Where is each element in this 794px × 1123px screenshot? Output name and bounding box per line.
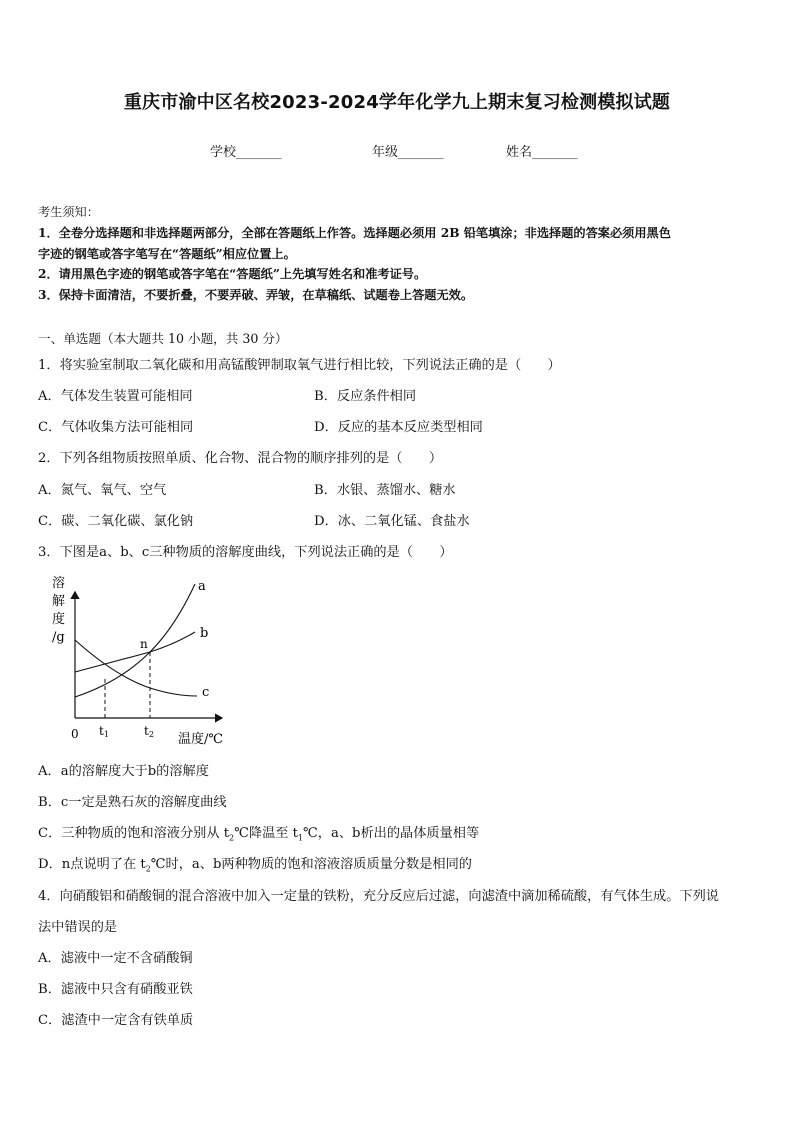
t1-label: t1 <box>99 724 109 739</box>
q4-option-c: C．滤渣中一定含有铁单质 <box>38 1013 194 1028</box>
notice-item-3: 3．保持卡面清洁，不要折叠，不要弄破、弄皱，在草稿纸、试题卷上答题无效。 <box>38 288 474 302</box>
curve-a-label: a <box>198 579 206 594</box>
q3-option-b: B．c一定是熟石灰的溶解度曲线 <box>38 795 227 810</box>
notice-heading: 考生须知： <box>38 205 99 219</box>
name-field: 姓名_______ <box>506 145 578 160</box>
q1-option-b: B．反应条件相同 <box>314 389 417 404</box>
notice-item-1-cont: 字迹的钢笔或答字笔写在“答题纸”相应位置上。 <box>38 247 296 261</box>
curve-c-label: c <box>202 685 210 700</box>
q2-option-d: D．冰、二氧化锰、食盐水 <box>314 514 470 529</box>
curve-a <box>75 584 195 697</box>
q2-option-b: B．水银、蒸馏水、糖水 <box>314 483 456 498</box>
notice-item-1: 1．全卷分选择题和非选择题两部分，全部在答题纸上作答。选择题必须用 2B 铅笔填涂；非选择题的答案必须用黑色 <box>38 226 671 240</box>
origin-label: 0 <box>71 727 79 741</box>
q1-option-c: C．气体收集方法可能相同 <box>38 420 194 435</box>
point-n-label: n <box>140 637 148 651</box>
curve-c <box>75 640 197 696</box>
q1-option-a: A．气体发生装置可能相同 <box>38 389 193 404</box>
q2-option-a: A．氮气、氧气、空气 <box>38 483 167 498</box>
ylabel-char-1: 溶 <box>52 576 66 591</box>
page-title: 重庆市渝中区名校2023-2024学年化学九上期末复习检测模拟试题 <box>123 92 671 113</box>
q3-option-a: A．a的溶解度大于b的溶解度 <box>38 764 209 779</box>
q2-stem: 2．下列各组物质按照单质、化合物、混合物的顺序排列的是（ ） <box>38 451 443 466</box>
q1-option-d: D．反应的基本反应类型相同 <box>314 420 483 435</box>
xlabel: 温度/℃ <box>178 732 223 747</box>
q1-stem: 1．将实验室制取二氧化碳和用高锰酸钾制取氧气进行相比较，下列说法正确的是（ ） <box>38 358 561 373</box>
solubility-graph <box>40 572 240 750</box>
section-heading: 一、单选题（本大题共 10 小题，共 30 分） <box>38 331 288 346</box>
school-field: 学校_______ <box>210 145 282 160</box>
curve-b-label: b <box>200 626 209 641</box>
notice-item-2: 2．请用黑色字迹的钢笔或答字笔在“答题纸”上先填写姓名和准考证号。 <box>38 267 427 281</box>
ylabel-char-2: 解 <box>52 594 66 609</box>
q4-option-a: A．滤液中一定不含硝酸铜 <box>38 951 193 966</box>
q3-stem: 3．下图是a、b、c三种物质的溶解度曲线，下列说法正确的是（ ） <box>38 545 453 560</box>
q4-stem-line-1: 4．向硝酸铝和硝酸铜的混合溶液中加入一定量的铁粉，充分反应后过滤，向滤渣中滴加稀硫酸，有气体生成。下列说 <box>38 889 719 904</box>
ylabel-char-3: 度 <box>52 612 66 627</box>
q4-stem-line-2: 法中错误的是 <box>38 920 118 935</box>
q3-option-d: D．n点说明了在 $t_2℃$时，a、b两种物质的饱和溶液溶质质量分数是相同的 <box>38 857 472 874</box>
grade-field: 年级_______ <box>372 145 444 160</box>
t2-label: t2 <box>144 724 154 739</box>
q2-option-c: C．碳、二氧化碳、氯化钠 <box>38 514 194 529</box>
q3-option-c: C．三种物质的饱和溶液分别从 $t_2℃$降温至 $t_1℃$，a、b析出的晶体质量相等 <box>38 826 480 843</box>
ylabel-unit: /g <box>52 630 65 645</box>
q4-option-b: B．滤液中只含有硝酸亚铁 <box>38 982 193 997</box>
